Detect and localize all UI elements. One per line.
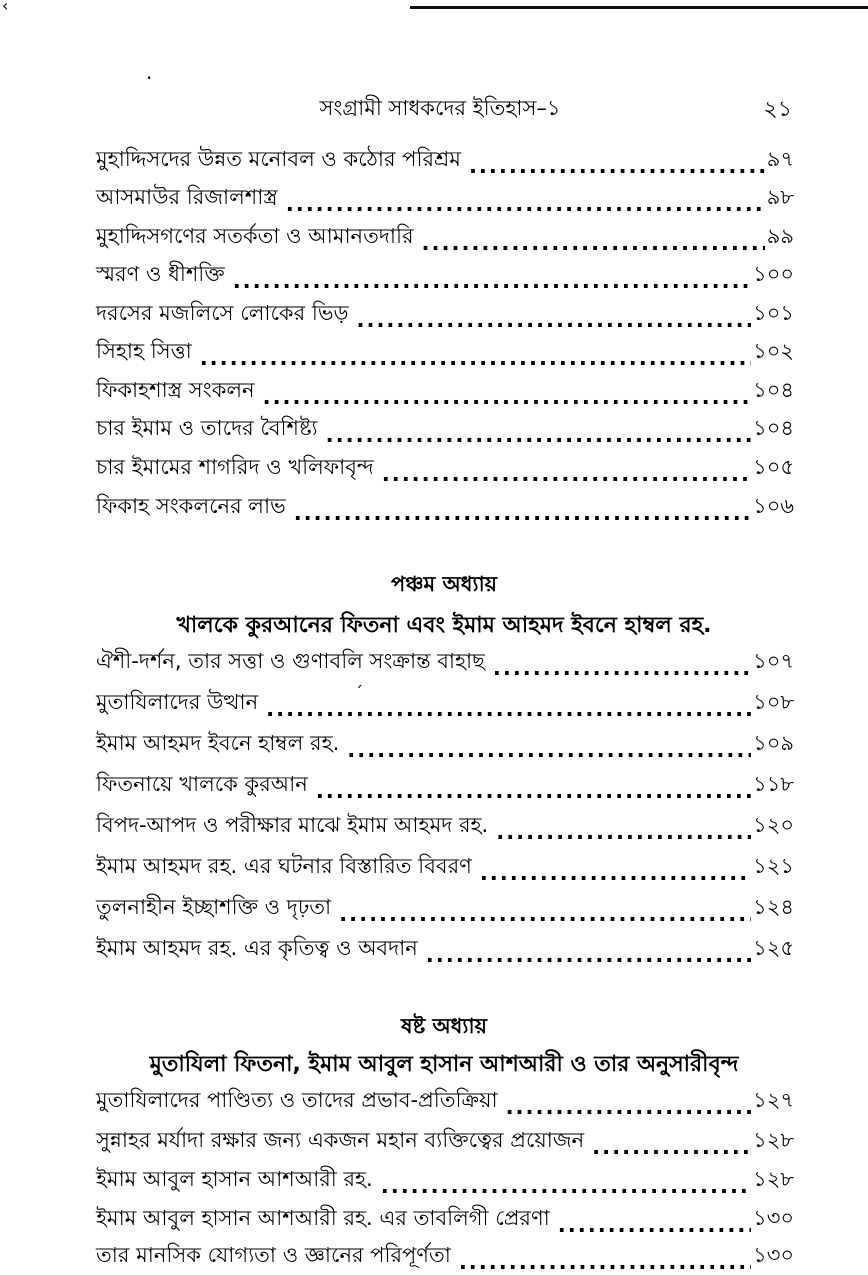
toc-entry (96, 1197, 794, 1237)
toc-entry (96, 369, 794, 409)
toc-entry-page: ১২৪ (753, 895, 794, 919)
toc-entry-title: ইমাম আবুল হাসান আশআরী রহ. (96, 1167, 373, 1191)
toc-entry (96, 804, 794, 844)
toc-entry (96, 722, 794, 762)
toc-entry-page: ১০৫ (753, 455, 794, 479)
toc-entry (96, 1234, 794, 1274)
dot-leader (200, 346, 751, 370)
dot-leader (294, 501, 751, 525)
toc-entry-title: আসমাউর রিজালশাস্ত্র (96, 185, 278, 209)
toc-entry-page: ১০৮ (753, 690, 794, 714)
dot-leader (422, 231, 765, 255)
dot-leader (493, 656, 751, 680)
dot-leader (382, 462, 751, 486)
toc-entry-page: ১৩০ (753, 1243, 794, 1267)
chapter-title: খালকে কুরআনের ফিতনা এবং ইমাম আহমদ ইবনে হাম্বল রহ. (176, 613, 712, 638)
toc-entry-title: ঐশী-দর্শন, তার সত্তা ও গুণাবলি সংক্রান্ত বাহাছ (96, 649, 485, 673)
toc-entry-title: ইমাম আবুল হাসান আশআরী রহ. এর তাবলিগী প্রেরণা (96, 1206, 550, 1230)
toc-entry-page: ১০২ (753, 339, 794, 363)
toc-entry (96, 215, 794, 255)
toc-entry-title: ইমাম আহমদ রহ. এর ঘটনার বিস্তারিত বিবরণ (96, 854, 472, 878)
toc-entry-page: ১০৬ (753, 494, 794, 518)
toc-entry-title: মুতাযিলাদের উত্থান (96, 690, 259, 714)
toc-entry-title: বিপদ-আপদ ও পরীক্ষার মাঝে ইমাম আহমদ রহ. (96, 813, 489, 837)
dot-leader (356, 308, 751, 332)
toc-entry-title: ফিকাহশাস্ত্র সংকলন (96, 378, 255, 402)
toc-entry-page: ১২৫ (753, 936, 794, 960)
dot-leader (266, 697, 751, 721)
toc-entry-page: ৯৮ (766, 185, 794, 209)
toc-entry (96, 927, 794, 967)
toc-entry (96, 292, 794, 332)
toc-entry-title: ইমাম আহমদ রহ. এর কৃতিত্ব ও অবদান (96, 936, 418, 960)
toc-entry (96, 681, 794, 721)
toc-entry (96, 138, 794, 178)
dot-leader (469, 154, 765, 178)
toc-entry-title: ইমাম আহমদ ইবনে হাম্বল রহ. (96, 731, 340, 755)
dot-leader (286, 192, 765, 216)
toc-entry-page: ১০০ (753, 262, 794, 286)
dot-leader (426, 943, 751, 967)
ink-speck: · (146, 66, 153, 90)
dot-leader (592, 1135, 751, 1159)
toc-entry-title: তার মানসিক যোগ্যতা ও জ্ঞানের পরিপূর্ণতা (96, 1243, 451, 1267)
dot-leader (506, 1095, 752, 1119)
dot-leader (339, 902, 751, 926)
toc-entry-title: স্মরণ ও ধীশক্তি (96, 262, 225, 286)
chapter-title: মুতাযিলা ফিতনা, ইমাম আবুল হাসান আশআরী ও তার অনুসারীবৃন্দ (149, 1052, 739, 1077)
toc-entry-page: ৯৭ (766, 147, 794, 171)
toc-entry-page: ১০৪ (753, 416, 794, 440)
toc-entry-page: ১২৮ (753, 1167, 794, 1191)
toc-entry (96, 253, 794, 293)
dot-leader (326, 423, 751, 447)
toc-entry-page: ১২০ (753, 813, 794, 837)
toc-entry-page: ১০৯ (753, 731, 794, 755)
ink-speck: ˊ (355, 683, 363, 702)
toc-entry-title: চার ইমামের শাগরিদ ও খলিফাবৃন্দ (96, 455, 374, 479)
toc-entry (96, 1119, 794, 1159)
dot-leader (233, 269, 751, 293)
corner-mark: ‹ (2, 0, 9, 15)
toc-entry (96, 1158, 794, 1198)
running-title: সংগ্রামী সাধকদের ইতিহাস–১ (319, 96, 561, 120)
toc-entry (96, 330, 794, 370)
toc-entry-title: মুতাযিলাদের পাণ্ডিত্য ও তাদের প্রভাব-প্রতিক্রিয়া (96, 1088, 498, 1112)
toc-entry-title: ফিকাহ সংকলনের লাভ (96, 494, 286, 518)
toc-entry-page: ১২৮ (753, 1128, 794, 1152)
toc-entry-page: ১০১ (753, 301, 794, 325)
toc-entry (96, 1079, 794, 1119)
dot-leader (381, 1174, 751, 1198)
toc-entry-title: সুন্নাহর মর্যাদা রক্ষার জন্য একজন মহান ব্যক্তিত্বের প্রয়োজন (96, 1128, 585, 1152)
dot-leader (480, 861, 751, 885)
toc-entry-page: ৯৯ (766, 224, 794, 248)
toc-entry (96, 176, 794, 216)
toc-entry (96, 485, 794, 525)
toc-entry-title: মুহাদ্দিসদের উন্নত মনোবল ও কঠোর পরিশ্রম (96, 147, 461, 171)
toc-entry-page: ১১৮ (753, 772, 794, 796)
dot-leader (459, 1250, 751, 1274)
toc-entry (96, 446, 794, 486)
toc-entry (96, 407, 794, 447)
toc-entry (96, 763, 794, 803)
toc-entry-title: মুহাদ্দিসগণের সতর্কতা ও আমানতদারি (96, 224, 414, 248)
toc-entry-page: ১০৪ (753, 378, 794, 402)
toc-entry-page: ১২৭ (753, 1088, 794, 1112)
dot-leader (496, 820, 751, 844)
toc-entry-page: ১০৭ (753, 649, 794, 673)
toc-entry-title: চার ইমাম ও তাদের বৈশিষ্ট্য (96, 416, 318, 440)
toc-entry (96, 640, 794, 680)
dot-leader (263, 385, 751, 409)
toc-entry-title: ফিতনায়ে খালকে কুরআন (96, 772, 308, 796)
toc-entry-title: তুলনাহীন ইচ্ছাশক্তি ও দৃঢ়তা (96, 895, 332, 919)
toc-entry (96, 845, 794, 885)
dot-leader (316, 779, 751, 803)
dot-leader (347, 738, 751, 762)
toc-entry (96, 886, 794, 926)
toc-entry-page: ১২১ (753, 854, 794, 878)
toc-entry-page: ১৩০ (753, 1206, 794, 1230)
chapter-heading: পঞ্চম অধ্যায় (390, 572, 498, 596)
chapter-heading: ষষ্ট অধ্যায় (401, 1014, 487, 1038)
top-border-rule (410, 6, 868, 9)
page-number: ২১ (763, 97, 792, 122)
toc-entry-title: দরসের মজলিসে লোকের ভিড় (96, 301, 349, 325)
toc-entry-title: সিহাহ সিত্তা (96, 339, 192, 363)
